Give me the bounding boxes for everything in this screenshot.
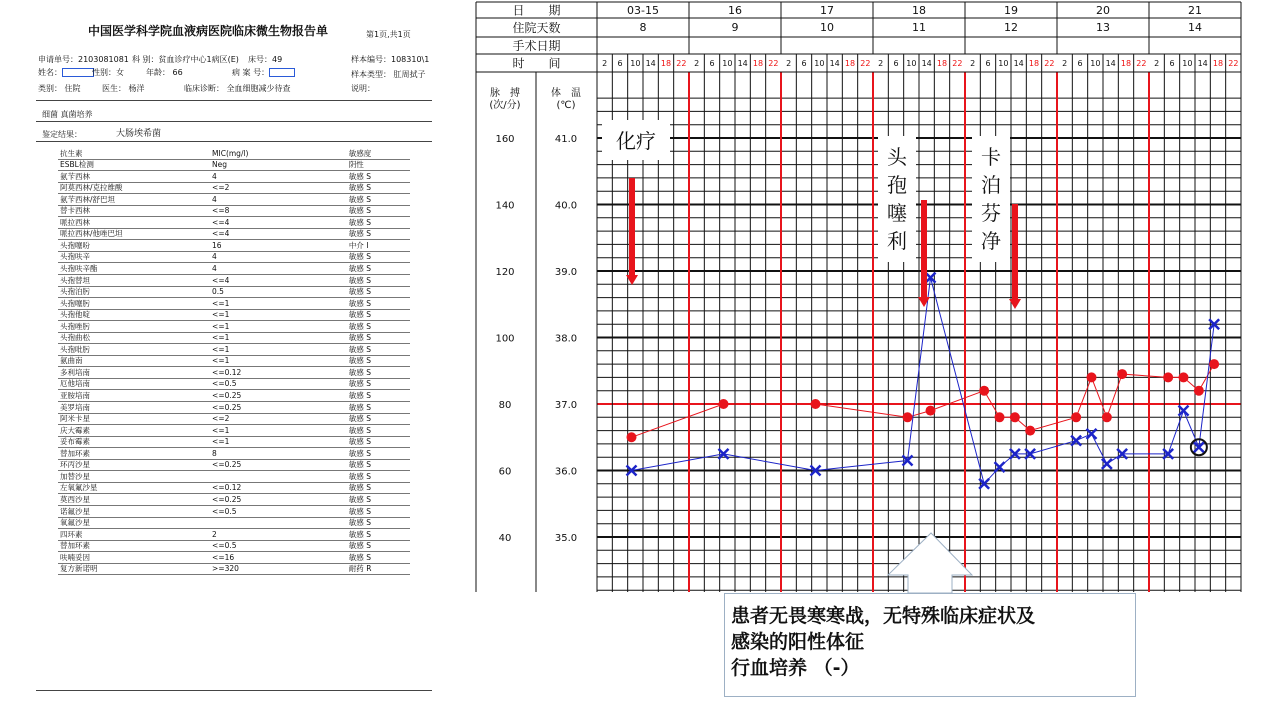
temperature-point (995, 412, 1005, 422)
mic-cell: <=1 (210, 321, 347, 333)
temperature-axis-title: (℃) (556, 100, 576, 111)
antibiotic-cell: 头孢噻肟 (58, 298, 210, 310)
pulse-tick-label: 160 (495, 134, 515, 145)
mic-cell: <=0.25 (210, 402, 347, 414)
sensitivity-cell: 敏感 S (347, 309, 410, 321)
antibiotic-cell: 替加环素 (58, 448, 210, 460)
mic-cell: <=1 (210, 425, 347, 437)
temperature-tick-label: 35.0 (554, 533, 578, 544)
drug2-label-char: 卡 (981, 145, 1001, 169)
time-tick-label: 6 (1169, 59, 1175, 68)
drug1-label-char: 利 (887, 229, 907, 253)
sample-no: 样本编号：108310\1 (351, 55, 430, 64)
age: 年龄： 66 (146, 68, 183, 77)
clinical-note (724, 593, 1136, 697)
date-label: 21 (1188, 4, 1202, 17)
mic-cell: <=2 (210, 413, 347, 425)
temperature-tick-label: 39.0 (554, 267, 578, 278)
sensitivity-cell: 敏感 S (347, 425, 410, 437)
temperature-tick-label: 40.0 (554, 200, 578, 212)
antibiotic-cell: 头孢曲松 (58, 332, 210, 344)
time-tick-label: 22 (1228, 59, 1239, 68)
temperature-point (1179, 372, 1189, 382)
time-tick-label: 6 (709, 59, 715, 68)
temperature-point (1025, 426, 1035, 436)
hospital-day-label: 13 (1096, 21, 1110, 34)
antibiotic-cell: 头孢唑肟 (58, 321, 210, 333)
time-tick-label: 22 (952, 59, 963, 68)
antibiotic-cell: 氧氟沙星 (58, 517, 210, 529)
antibiotic-cell: 庆大霉素 (58, 425, 210, 437)
mic-cell: 4 (210, 171, 347, 183)
chemo-arrow-shaft (629, 178, 635, 276)
time-tick-label: 10 (906, 59, 917, 68)
mic-cell: 0.5 (210, 286, 347, 298)
pulse-tick-label: 100 (495, 333, 515, 345)
mic-cell: <=2 (210, 182, 347, 194)
mic-cell: 16 (210, 240, 347, 252)
time-tick-label: 18 (752, 59, 764, 68)
mic-cell: 8 (210, 448, 347, 460)
sensitivity-cell: 敏感 S (347, 228, 410, 240)
remark: 说明： (351, 84, 375, 93)
case-label: 病 案 号： (232, 68, 270, 77)
time-tick-label: 10 (998, 59, 1009, 68)
mic-cell: <=1 (210, 355, 347, 367)
temperature-tick-label: 38.0 (554, 333, 578, 345)
pulse-axis-title: (次/分) (489, 100, 521, 111)
header-label: 住院天数 (512, 21, 561, 35)
sensitivity-cell: 敏感 S (347, 390, 410, 402)
temperature-point (627, 432, 637, 442)
mic-cell: 4 (210, 263, 347, 275)
temperature-tick-label: 37.0 (554, 400, 578, 411)
hospital-day-label: 9 (731, 21, 739, 34)
temperature-point (1087, 372, 1097, 382)
chemo-label: 化疗 (616, 129, 656, 153)
time-tick-label: 2 (1062, 59, 1068, 68)
time-tick-label: 18 (936, 59, 948, 68)
sensitivity-cell: 敏感 S (347, 275, 410, 287)
header-label: 时 间 (512, 56, 561, 71)
time-tick-label: 6 (801, 59, 807, 68)
time-tick-label: 10 (1182, 59, 1193, 68)
pulse-axis-title: 脉 搏 (490, 88, 520, 99)
sensitivity-cell: 敏感 S (347, 263, 410, 275)
antibiotic-cell: 呋喃妥因 (58, 552, 210, 564)
mic-cell: <=0.12 (210, 367, 347, 379)
temperature-axis-title: 体 温 (551, 88, 581, 99)
sensitivity-cell: 敏感 S (347, 517, 410, 529)
sensitivity-cell: 敏感 S (347, 494, 410, 506)
sensitivity-cell: 敏感 S (347, 321, 410, 333)
time-tick-label: 14 (645, 59, 656, 68)
temperature-point (926, 406, 936, 416)
antibiotic-cell: 氨曲南 (58, 355, 210, 367)
temperature-point (1194, 386, 1204, 396)
time-tick-label: 6 (617, 59, 623, 68)
note-line: 感染的阳性体征 (731, 631, 865, 653)
sensitivity-cell: 敏感 S (347, 332, 410, 344)
antibiotic-cell: 环丙沙星 (58, 459, 210, 471)
sensitivity-cell: 敏感 S (347, 471, 410, 483)
temperature-point (719, 399, 729, 409)
mic-cell: 4 (210, 251, 347, 263)
drug1-label-char: 噻 (887, 201, 907, 225)
name-label: 姓名： (38, 68, 62, 77)
temperature-point (1102, 412, 1112, 422)
time-tick-label: 18 (1212, 59, 1224, 68)
antibiotic-cell: 头孢他啶 (58, 309, 210, 321)
sensitivity-cell: 敏感 S (347, 402, 410, 414)
date-label: 17 (820, 4, 834, 17)
hospital-day-label: 10 (820, 21, 834, 34)
time-tick-label: 18 (1028, 59, 1040, 68)
temperature-point (903, 412, 913, 422)
date-label: 20 (1096, 4, 1110, 17)
mic-cell: <=4 (210, 275, 347, 287)
report-page: 第1页,共1页 (366, 30, 411, 39)
pulse-tick-label: 140 (495, 200, 515, 212)
pulse-series-line (632, 278, 1215, 484)
sensitivity-cell: 敏感度 (347, 148, 410, 159)
sample-type: 样本类型： 肛周拭子 (351, 70, 426, 79)
date-label: 19 (1004, 4, 1018, 17)
time-tick-label: 18 (844, 59, 856, 68)
sensitivity-cell: 敏感 S (347, 482, 410, 494)
mic-cell: <=1 (210, 436, 347, 448)
time-tick-label: 14 (829, 59, 840, 68)
sensitivity-cell: 敏感 S (347, 367, 410, 379)
time-tick-label: 18 (660, 59, 672, 68)
time-tick-label: 6 (893, 59, 899, 68)
sensitivity-cell: 敏感 S (347, 552, 410, 564)
mic-cell: <=8 (210, 205, 347, 217)
drug2-label-char: 泊 (981, 173, 1001, 197)
time-tick-label: 2 (1154, 59, 1160, 68)
header-label: 手术日期 (512, 39, 561, 53)
report-title: 中国医学科学院血液病医院临床微生物报告单 (88, 24, 329, 38)
drug2-arrow-shaft (1012, 204, 1018, 300)
mic-cell: <=1 (210, 309, 347, 321)
antibiotic-cell: 头孢噻吩 (58, 240, 210, 252)
request-no: 申请单号：2103081081 (38, 55, 129, 64)
mic-cell: MIC(mg/l) (210, 148, 347, 159)
time-tick-label: 2 (878, 59, 884, 68)
note-line: 患者无畏寒寒战，无特殊临床症状及 (731, 605, 1036, 627)
time-tick-label: 2 (786, 59, 792, 68)
mic-cell: <=0.25 (210, 494, 347, 506)
note-line: 行血培养 （-） (731, 657, 860, 679)
mic-cell: <=0.12 (210, 482, 347, 494)
antibiotic-cell: 氨苄西林 (58, 171, 210, 183)
sensitivity-cell: 敏感 S (347, 413, 410, 425)
time-tick-label: 10 (1090, 59, 1101, 68)
chart-series (627, 273, 1220, 489)
antibiotic-cell: 替加环素 (58, 540, 210, 552)
doctor: 医生： 杨洋 (102, 84, 145, 93)
time-tick-label: 10 (630, 59, 641, 68)
time-tick-label: 22 (860, 59, 871, 68)
antibiotic-cell: 头孢呋辛 (58, 251, 210, 263)
date-label: 03-15 (627, 4, 659, 17)
hospital-day-label: 12 (1004, 21, 1018, 34)
sensitivity-cell: 阴性 (347, 159, 410, 171)
temperature-point (979, 386, 989, 396)
temperature-point (1117, 369, 1127, 379)
antibiotic-cell: 头孢替坦 (58, 275, 210, 287)
pulse-tick-label: 60 (498, 466, 512, 478)
mic-cell: 4 (210, 194, 347, 206)
chart-header (476, 2, 1241, 592)
time-tick-label: 22 (768, 59, 779, 68)
category: 类别： 住院 (38, 84, 81, 93)
department: 科 别：贫血诊疗中心1病区(E) (132, 55, 239, 64)
antibiotic-cell: 抗生素 (58, 148, 210, 159)
antibiotic-cell: 哌拉西林 (58, 217, 210, 229)
drug1-label-char: 孢 (887, 173, 907, 197)
time-tick-label: 2 (694, 59, 700, 68)
gender: 性别：女 (92, 68, 124, 77)
hospital-day-label: 14 (1188, 21, 1202, 34)
mic-cell: Neg (210, 159, 347, 171)
drug2-label-char: 净 (981, 229, 1001, 253)
antibiotic-cell: 复方新诺明 (58, 563, 210, 575)
antibiotic-cell: 厄他培南 (58, 378, 210, 390)
bed-no: 床号：49 (248, 55, 283, 64)
section-title: 细菌 真菌培养 (42, 110, 93, 119)
antibiotic-cell: 替卡西林 (58, 205, 210, 217)
temperature-point (1209, 359, 1219, 369)
antibiotic-cell: 头孢呋辛酯 (58, 263, 210, 275)
antibiotic-cell: 头孢吡肟 (58, 344, 210, 356)
drug1-label-char: 头 (887, 145, 907, 169)
sensitivity-cell: 敏感 S (347, 251, 410, 263)
sensitivity-cell: 敏感 S (347, 171, 410, 183)
temperature-tick-label: 41.0 (554, 134, 578, 145)
mic-cell: 2 (210, 529, 347, 541)
time-tick-label: 14 (1197, 59, 1208, 68)
time-tick-label: 14 (1105, 59, 1116, 68)
sensitivity-cell: 敏感 S (347, 540, 410, 552)
hospital-day-label: 11 (912, 21, 926, 34)
antibiotic-cell: ESBL检测 (58, 159, 210, 171)
mic-cell: <=0.25 (210, 390, 347, 402)
time-tick-label: 22 (1044, 59, 1055, 68)
sensitivity-cell: 敏感 S (347, 448, 410, 460)
antibiotic-cell: 头孢泊肟 (58, 286, 210, 298)
temperature-point (1010, 412, 1020, 422)
antibiotic-cell: 诺氟沙星 (58, 505, 210, 517)
time-tick-label: 14 (737, 59, 748, 68)
sensitivity-cell: 敏感 S (347, 355, 410, 367)
note-pointer-arrow (888, 533, 972, 593)
time-tick-label: 22 (676, 59, 687, 68)
antibiotic-cell: 亚胺培南 (58, 390, 210, 402)
sensitivity-cell: 敏感 S (347, 217, 410, 229)
hospital-day-label: 8 (639, 21, 647, 34)
sensitivity-cell: 敏感 S (347, 344, 410, 356)
antibiotic-cell: 加替沙星 (58, 471, 210, 483)
diagnosis: 临床诊断： 全血细胞减少待查 (184, 84, 291, 93)
mic-cell: <=0.5 (210, 540, 347, 552)
time-tick-label: 6 (1077, 59, 1083, 68)
time-tick-label: 18 (1120, 59, 1132, 68)
time-tick-label: 2 (602, 59, 608, 68)
identify-label: 鉴定结果： (42, 130, 82, 139)
antibiotic-cell: 左氧氟沙星 (58, 482, 210, 494)
time-tick-label: 14 (921, 59, 932, 68)
sensitivity-cell: 敏感 S (347, 182, 410, 194)
antibiotic-cell: 多利培南 (58, 367, 210, 379)
pulse-tick-label: 40 (498, 533, 512, 544)
temperature-point (1163, 372, 1173, 382)
sensitivity-cell: 敏感 S (347, 529, 410, 541)
temperature-point (1071, 412, 1081, 422)
time-tick-label: 10 (722, 59, 733, 68)
mic-cell: <=1 (210, 298, 347, 310)
mic-cell: <=4 (210, 217, 347, 229)
time-tick-label: 6 (985, 59, 991, 68)
sensitivity-cell: 耐药 R (347, 563, 410, 575)
date-label: 18 (912, 4, 926, 17)
temperature-tick-label: 36.0 (554, 466, 578, 478)
pulse-tick-label: 80 (498, 400, 512, 411)
antibiotic-cell: 哌拉西林/他唑巴坦 (58, 228, 210, 240)
mic-cell: <=16 (210, 552, 347, 564)
mic-cell: <=0.25 (210, 459, 347, 471)
temperature-point (811, 399, 821, 409)
time-tick-label: 10 (814, 59, 825, 68)
sensitivity-cell: 敏感 S (347, 378, 410, 390)
antibiotic-cell: 氨苄西林/舒巴坦 (58, 194, 210, 206)
drug2-label-char: 芬 (981, 201, 1001, 225)
sensitivity-cell: 中介 I (347, 240, 410, 252)
pulse-tick-label: 120 (495, 267, 515, 278)
time-tick-label: 22 (1136, 59, 1147, 68)
time-tick-label: 2 (970, 59, 976, 68)
sensitivity-cell: 敏感 S (347, 205, 410, 217)
date-label: 16 (728, 4, 742, 17)
sensitivity-cell: 敏感 S (347, 459, 410, 471)
time-tick-label: 14 (1013, 59, 1024, 68)
mic-cell: >=320 (210, 563, 347, 575)
drug1-arrow-head (918, 297, 930, 307)
antibiotic-cell: 阿米卡星 (58, 413, 210, 425)
antibiotic-cell: 四环素 (58, 529, 210, 541)
header-label: 日 期 (512, 3, 561, 18)
chart-axes (489, 86, 581, 544)
mic-cell: <=0.5 (210, 378, 347, 390)
mic-cell: <=1 (210, 344, 347, 356)
mic-cell: <=0.5 (210, 505, 347, 517)
sensitivity-cell: 敏感 S (347, 194, 410, 206)
drug1-arrow-shaft (921, 200, 927, 298)
sensitivity-cell: 敏感 S (347, 298, 410, 310)
antibiotic-cell: 莫西沙星 (58, 494, 210, 506)
mic-cell: <=1 (210, 332, 347, 344)
mic-cell: <=4 (210, 228, 347, 240)
sensitivity-cell: 敏感 S (347, 505, 410, 517)
sensitivity-cell: 敏感 S (347, 286, 410, 298)
antibiotic-cell: 阿莫西林/克拉维酸 (58, 182, 210, 194)
sensitivity-cell: 敏感 S (347, 436, 410, 448)
antibiotic-cell: 美罗培南 (58, 402, 210, 414)
antibiotic-cell: 妥布霉素 (58, 436, 210, 448)
identify-value: 大肠埃希菌 (116, 129, 162, 139)
